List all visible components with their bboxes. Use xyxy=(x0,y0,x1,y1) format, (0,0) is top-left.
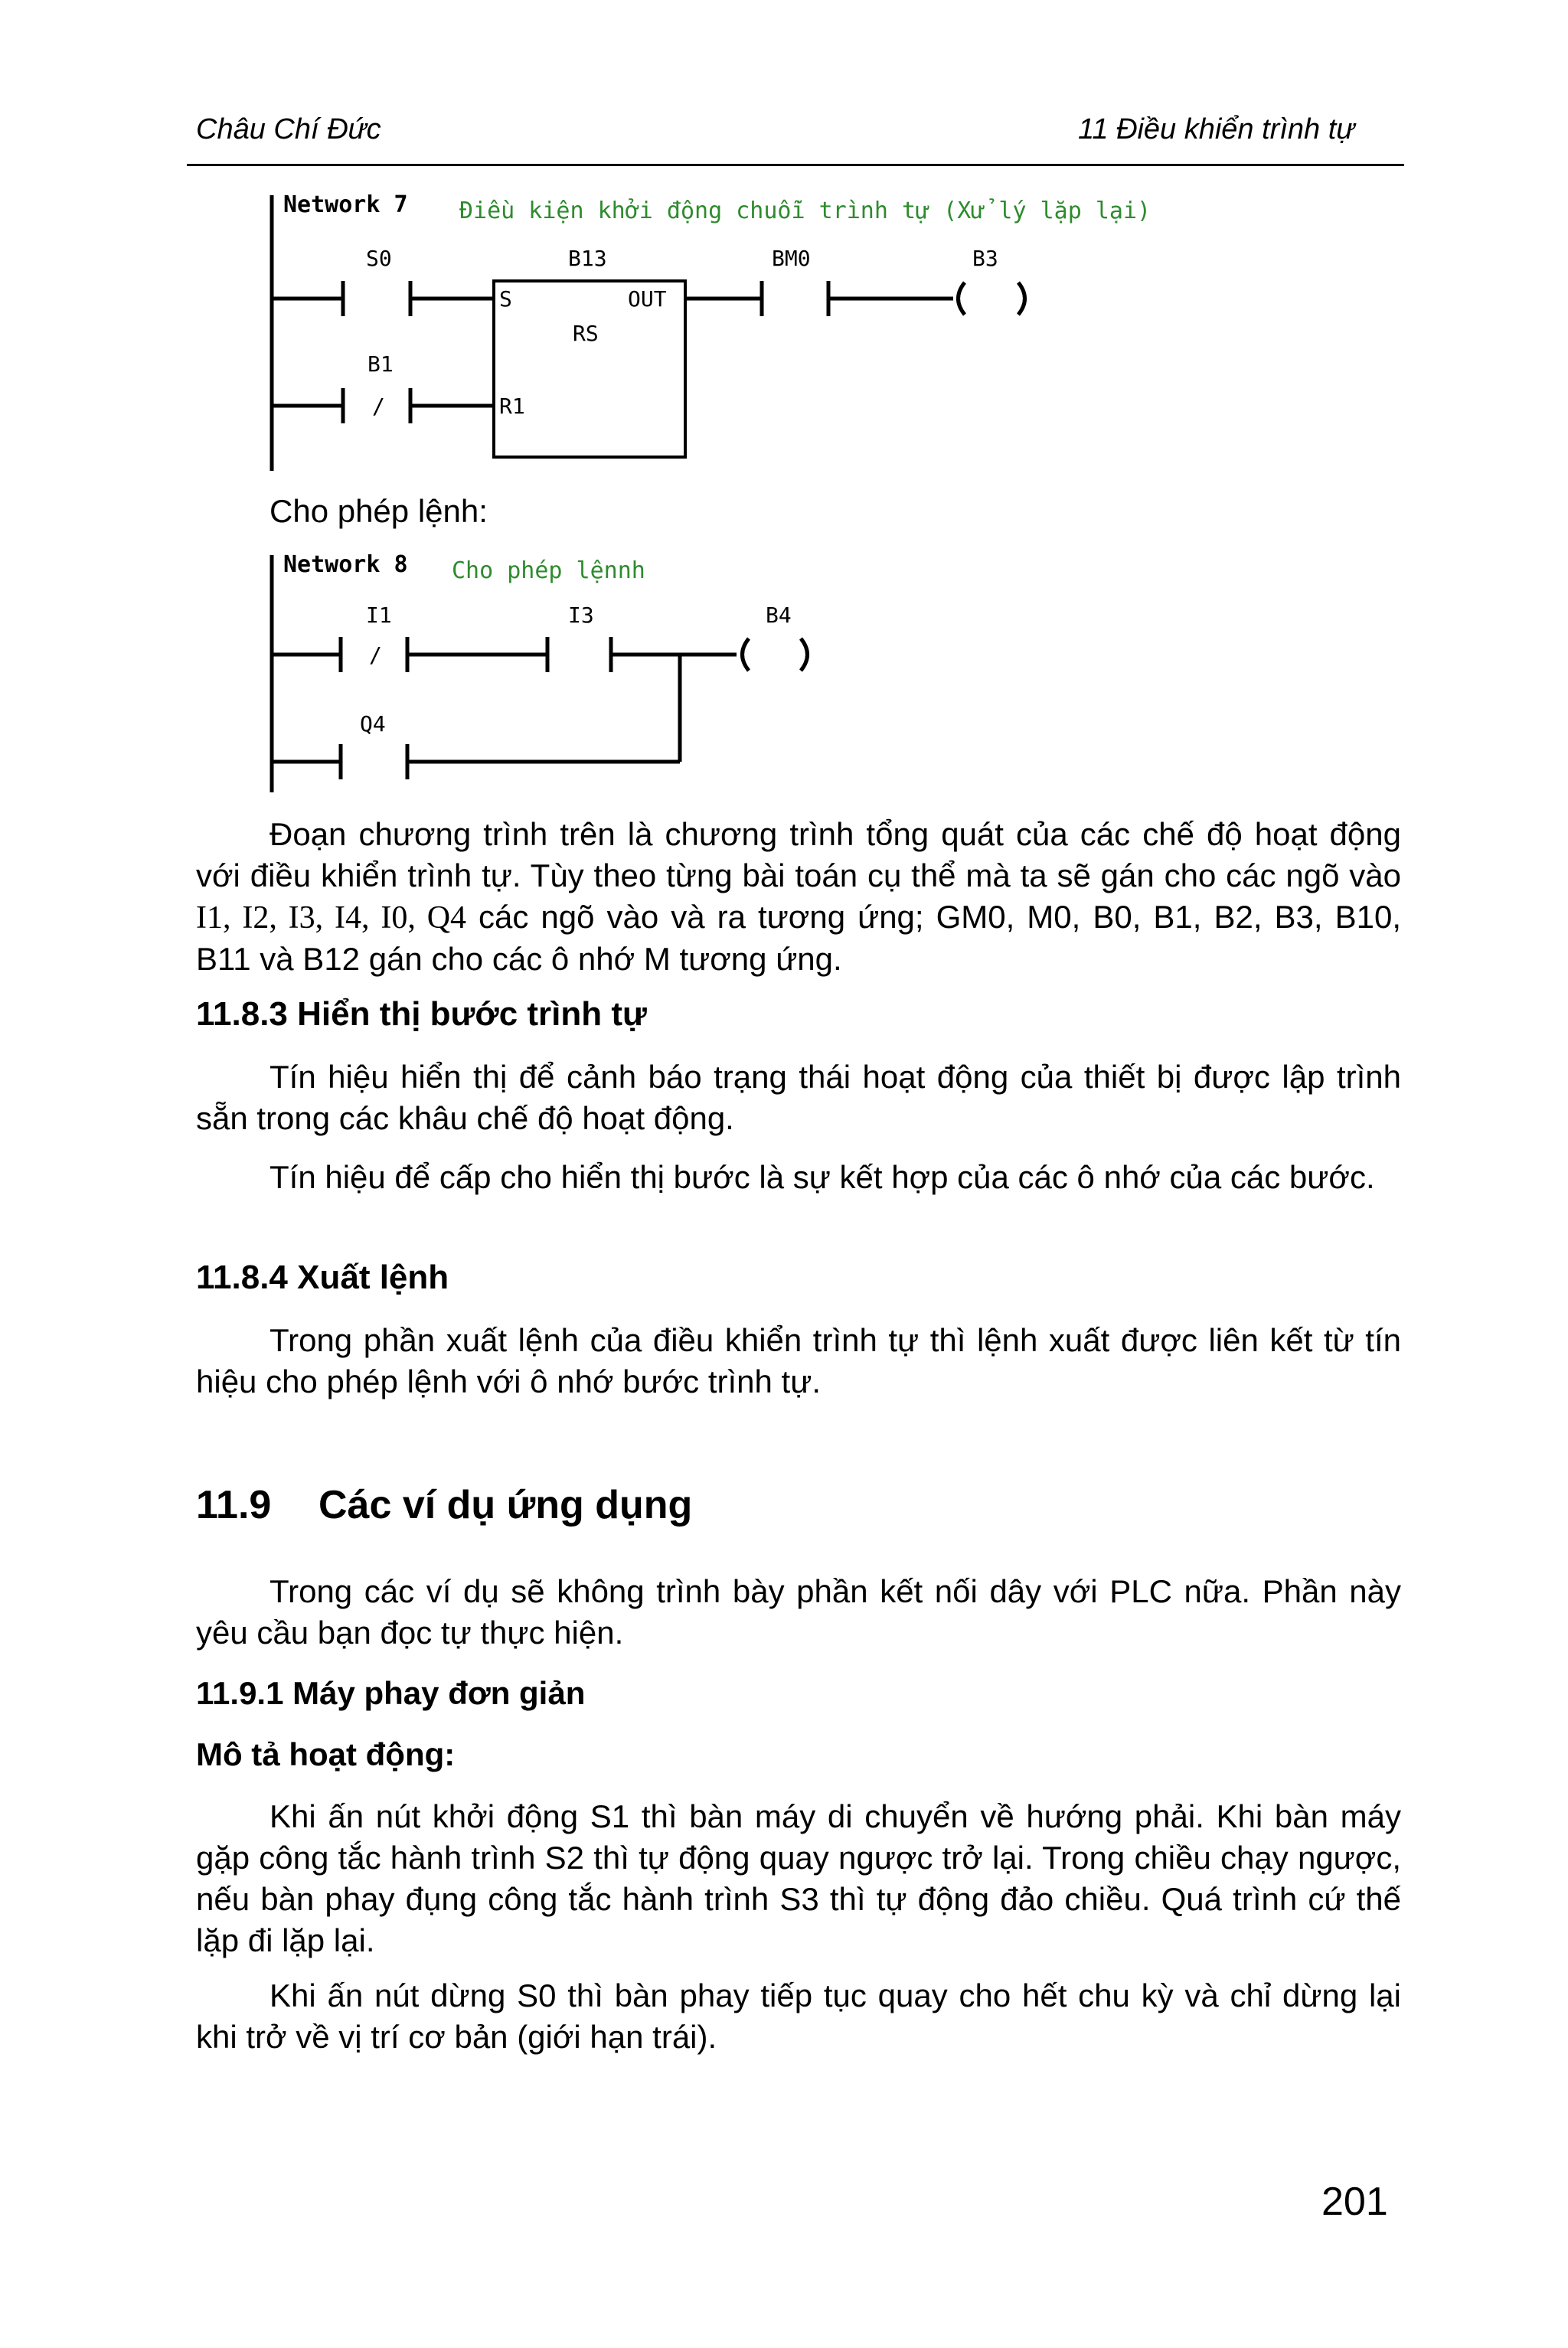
label-b4: B4 xyxy=(766,603,792,628)
input-list: I1, I2, I3, I4, I0, Q4 xyxy=(196,900,467,936)
header-rule xyxy=(187,164,1404,166)
network-8-title: Network 8 xyxy=(283,551,408,578)
paragraph-text: Đoạn chương trình trên là chương trình tổng quát của các chế độ hoạt động với điều khiển trình tự. Tùy theo từng bài toán cụ thể mà ta sẽ gán cho các ngõ vào xyxy=(196,816,1401,893)
paragraph-display-signal xyxy=(196,1056,1401,1139)
ladder-diagram-network-7 xyxy=(260,188,1152,478)
label-s0: S0 xyxy=(366,246,392,271)
running-header-chapter: 11 Điều khiển trình tự xyxy=(1078,113,1355,145)
ladder-diagram-network-8 xyxy=(260,547,873,800)
paragraph-text: Trong phần xuất lệnh của điều khiển trình tự thì lệnh xuất được liên kết từ tín hiệu cho phép lệnh với ô nhớ bước trình tự. xyxy=(196,1322,1401,1399)
coil-b3-left xyxy=(959,282,965,315)
coil-b3-right xyxy=(1018,282,1025,315)
paragraph-text: Khi ấn nút dừng S0 thì bàn phay tiếp tục quay cho hết chu kỳ và chỉ dừng lại khi trở về vị trí cơ bản (giới hạn trái). xyxy=(196,1977,1401,2055)
block-type: RS xyxy=(573,321,599,346)
paragraph-text: Tín hiệu để cấp cho hiển thị bước là sự kết hợp của các ô nhớ của các bước. xyxy=(270,1159,1375,1195)
paragraph-text: Trong các ví dụ sẽ không trình bày phần kết nối dây với PLC nữa. Phần này yêu cầu bạn đọc tự thực hiện. xyxy=(196,1573,1401,1651)
paragraph-text: các ngõ vào và ra tương ứng; GM0, M0, B0, B1, B2, B3, B10, B11 và B12 gán cho các ô nhớ M tương ứng. xyxy=(196,899,1401,977)
label-b1: B1 xyxy=(368,351,394,377)
label-b3: B3 xyxy=(972,246,998,271)
paragraph-text: Khi ấn nút khởi động S1 thì bàn máy di chuyển về hướng phải. Khi bàn máy gặp công tắc hành trình S2 thì tự động quay ngược trở lại. Trong chiều chạy ngược, nếu bàn phay đụng công tắc hành trình S3 thì tự động đảo chiều. Quá trình cứ thế lặp đi lặp lại. xyxy=(196,1798,1401,1958)
negation-i1: / xyxy=(369,642,382,668)
paragraph-text: Tín hiệu hiển thị để cảnh báo trạng thái hoạt động của thiết bị được lập trình sẵn trong các khâu chế độ hoạt động. xyxy=(196,1059,1401,1136)
label-q4: Q4 xyxy=(360,711,386,736)
label-i3: I3 xyxy=(568,603,594,628)
heading-11-9-1: 11.9.1 Máy phay đơn giản xyxy=(196,1675,586,1711)
block-out-pin: OUT xyxy=(628,286,667,312)
block-s-pin: S xyxy=(499,286,512,312)
paragraph-stop-button xyxy=(196,1975,1401,2058)
coil-b4-right xyxy=(801,638,808,671)
caption-allow: Cho phép lệnh: xyxy=(270,493,488,529)
running-header-author: Châu Chí Đức xyxy=(196,113,381,145)
negation-b1: / xyxy=(372,394,385,419)
block-r1-pin: R1 xyxy=(499,394,525,419)
coil-b4-left xyxy=(743,638,750,671)
heading-11-8-3: 11.8.3 Hiển thị bước trình tự xyxy=(196,995,647,1033)
heading-11-8-4: 11.8.4 Xuất lệnh xyxy=(196,1259,449,1296)
label-b13: B13 xyxy=(568,246,607,271)
paragraph-output-command xyxy=(196,1320,1401,1403)
heading-operation-description: Mô tả hoạt động: xyxy=(196,1736,456,1772)
paragraph-operation xyxy=(196,1796,1401,1961)
paragraph-general-program xyxy=(196,814,1401,980)
label-bm0: BM0 xyxy=(772,246,811,271)
label-i1: I1 xyxy=(366,603,392,628)
page-number: 201 xyxy=(1321,2180,1388,2224)
paragraph-step-display xyxy=(196,1157,1401,1198)
paragraph-examples-intro xyxy=(196,1571,1401,1654)
network-7-title: Network 7 xyxy=(283,191,408,218)
network-8-comment: Cho phép lệnnh xyxy=(452,557,645,584)
heading-11-9-number: 11.9 xyxy=(196,1483,272,1527)
network-7-comment: Điều kiện khởi động chuỗi trình tự (Xử lý lặp lại) xyxy=(459,198,1152,224)
heading-11-9-title: Các ví dụ ứng dụng xyxy=(318,1483,693,1527)
